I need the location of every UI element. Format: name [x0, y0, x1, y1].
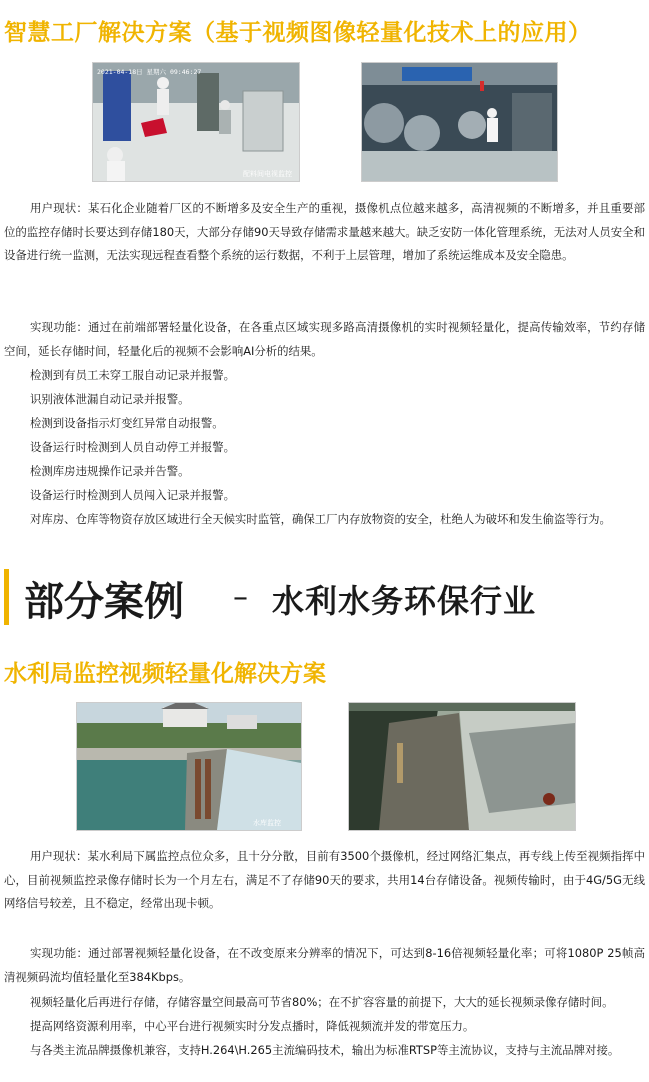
list-item: 设备运行时检测到人员自动停工并报警。 — [30, 440, 236, 454]
camera-label: 配料间电视监控 — [243, 170, 292, 178]
section-title: 部分案例 — [24, 579, 184, 625]
list-item: 检测到有员工未穿工服自动记录并报警。 — [30, 368, 236, 382]
section-subtitle: 水利水务环保行业 — [272, 582, 537, 620]
page-title: 智慧工厂解决方案（基于视频图像轻量化技术上的应用） — [4, 20, 592, 46]
water-function-text: 实现功能：通过部署视频轻量化设备，在不改变原来分辨率的情况下，可达到8-16倍视频轻量化率；可将1080P 25帧高清视频码流均值轻量化至384Kbps。 — [4, 946, 645, 984]
list-item: 检测到设备指示灯变红异常自动报警。 — [30, 416, 224, 430]
water-camera-photo-2 — [348, 702, 576, 831]
factory-camera-photo-1 — [92, 62, 300, 182]
list-item: 设备运行时检测到人员闯入记录并报警。 — [30, 488, 236, 502]
factory-camera-photo-2 — [361, 62, 558, 182]
case-title: 水利局监控视频轻量化解决方案 — [4, 661, 326, 687]
water-status-text: 用户现状：某水利局下属监控点位众多，且十分分散，目前有3500个摄像机，经过网络汇集点，再专线上传至视频指挥中心，目前视频监控录像存储时长为一个月左右，满足不了存储90天的要求，共用14台存储设备。视频传输时，由于4G/5G无线网络信号较差，且不稳定，经常出现卡顿。 — [4, 849, 645, 910]
water-camera-photo-1 — [76, 702, 302, 831]
camera-timestamp: 2021-04-18日 星期六 09:46:27 — [97, 68, 202, 76]
factory-status-text: 用户现状：某石化企业随着厂区的不断增多及安全生产的重视，摄像机点位越来越多，高清视频的不断增多，并且重要部位的监控存储时长要达到存储180天，大部分存储90天导致存储需求量越来越大。缺乏安防一体化管理系统，无法对人员安全和设备进行统一监测，无法实现远程查看整个系统的运行数据，不利于上层管理，增加了系统运维成本及安全隐患。 — [4, 201, 645, 262]
camera-label: 水库监控 — [253, 819, 281, 827]
list-item: 对库房、仓库等物资存放区域进行全天候实时监管，确保工厂内存放物资的安全，杜绝人为破坏和发生偷盗等行为。 — [30, 512, 611, 526]
list-item: 识别液体泄漏自动记录并报警。 — [30, 392, 190, 406]
section-accent-bar — [4, 569, 9, 625]
factory-function-text: 实现功能：通过在前端部署轻量化设备，在各重点区域实现多路高清摄像机的实时视频轻量化，提高传输效率，节约存储空间，延长存储时间，轻量化后的视频不会影响AI分析的结果。 — [4, 320, 645, 358]
section-dash: – — [233, 580, 248, 615]
list-item: 与各类主流品牌摄像机兼容，支持H.264\H.265主流编码技术，输出为标准RTSP等主流协议，支持与主流品牌对接。 — [30, 1043, 620, 1057]
list-item: 检测库房违规操作记录并告警。 — [30, 464, 190, 478]
list-item: 提高网络资源利用率，中心平台进行视频实时分发点播时，降低视频流并发的带宽压力。 — [30, 1019, 475, 1033]
list-item: 视频轻量化后再进行存储，存储容量空间最高可节省80%；在不扩容容量的前提下，大大的延长视频录像存储时间。 — [30, 995, 614, 1009]
